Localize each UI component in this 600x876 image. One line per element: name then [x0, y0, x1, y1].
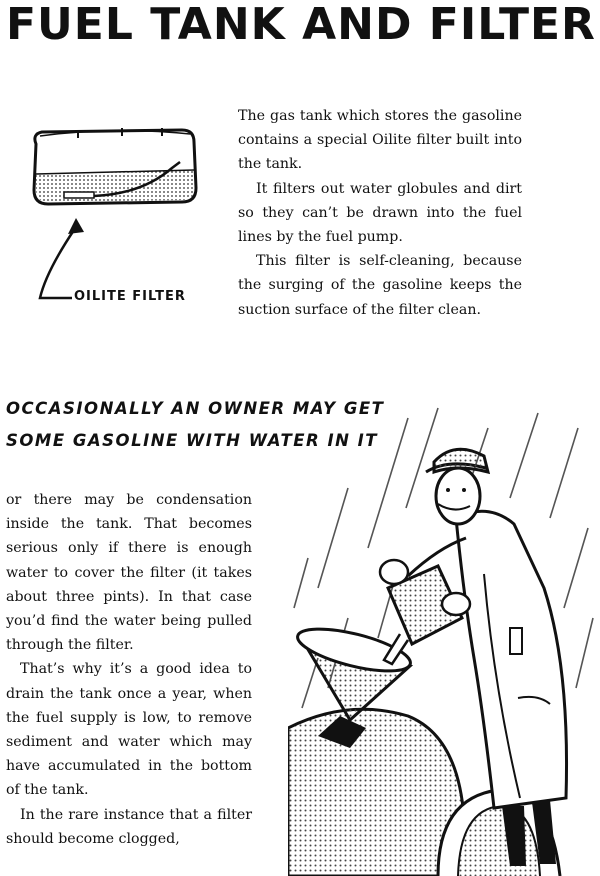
section-heading-line-1: OCCASIONALLY AN OWNER MAY GET	[6, 399, 385, 418]
body-paragraph-2: That’s why it’s a good idea to drain the tank once a year, when the fuel supply is low, to remove sediment and water which may have accumulated in the bottom of the tank.	[6, 661, 252, 799]
intro-text	[238, 104, 522, 322]
man-pouring-gasoline-illustration	[288, 398, 600, 876]
page-title: FUEL TANK AND FILTER	[6, 0, 596, 50]
section-body	[6, 488, 252, 851]
body-paragraph-3: In the rare instance that a filter should become clogged,	[6, 806, 252, 847]
oilite-filter-label: OILITE FILTER	[74, 289, 186, 304]
body-paragraph-1: or there may be condensation inside the tank. That becomes serious only if there is enough water to cover the filter (it takes about three pints). In that case you’d find the water being pulled through the filter.	[6, 492, 252, 654]
intro-paragraph-3: This filter is self-cleaning, because the surging of the gasoline keeps the suction surface of the filter clean.	[238, 253, 522, 318]
intro-paragraph-2: It filters out water globules and dirt so they can’t be drawn into the fuel lines by the fuel pump.	[238, 180, 522, 246]
fuel-tank-illustration	[22, 122, 222, 312]
intro-paragraph-1: The gas tank which stores the gasoline contains a special Oilite filter built into the tank.	[238, 108, 522, 173]
section-heading-line-2: SOME GASOLINE WITH WATER IN IT	[6, 431, 379, 450]
